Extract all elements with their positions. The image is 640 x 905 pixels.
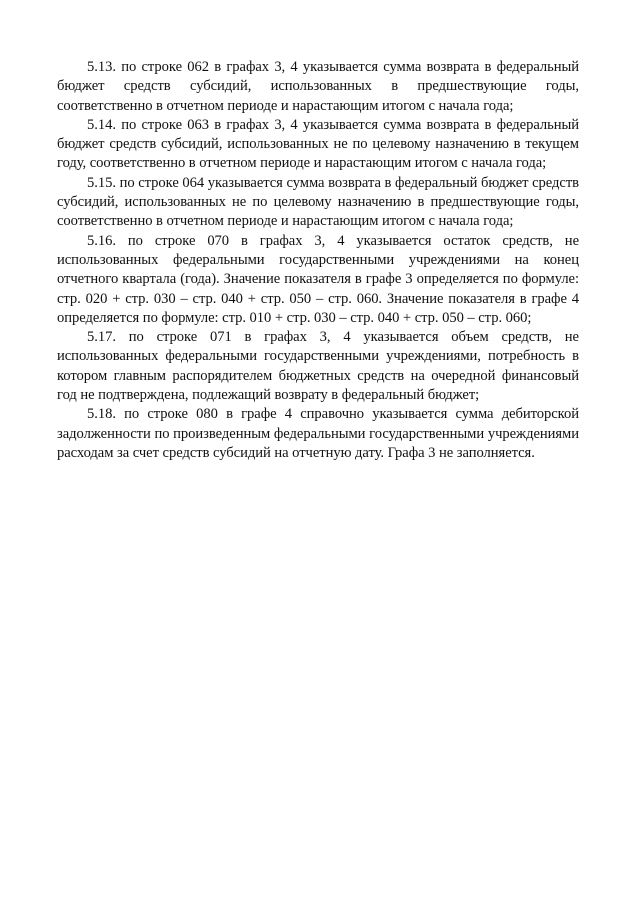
paragraph-5-18: 5.18. по строке 080 в графе 4 справочно указывается сумма дебиторской задолженности по произведенным федеральными государственными учреждениями расходам за счет средств субсидий на отчетную дату. Графа 3 не заполняется. [57, 406, 579, 461]
paragraph-5-15: 5.15. по строке 064 указывается сумма возврата в федеральный бюджет средств субсидий, использованных не по целевому назначению в предшествующие годы, соответственно в отчетном периоде и нарастающим итогом с начала года; [57, 174, 579, 230]
paragraph-5-16: 5.16. по строке 070 в графах 3, 4 указывается остаток средств, не использованных федеральными государственными учреждениями на конец отчетного квартала (года). Значение показателя в графе 3 определяется по формуле: стр. 020 + стр. 030 – стр. 040 + стр. 050 – стр. 060. Значение показателя в графе 4 определяется по формуле: стр. 010 + стр. 030 – стр. 040 + стр. 050 – стр. 060; [57, 232, 579, 326]
document-body [57, 58, 579, 463]
paragraph-5-13: 5.13. по строке 062 в графах 3, 4 указывается сумма возврата в федеральный бюджет средств субсидий, использованных в предшествующие годы, соответственно в отчетном периоде и нарастающим итогом с начала года; [57, 59, 579, 114]
paragraph-5-17: 5.17. по строке 071 в графах 3, 4 указывается объем средств, не использованных федеральными государственными учреждениями, потребность в котором главным распорядителем бюджетных средств на очередной финансовый год не подтверждена, подлежащий возврату в федеральный бюджет; [57, 329, 579, 404]
paragraph-5-14: 5.14. по строке 063 в графах 3, 4 указывается сумма возврата в федеральный бюджет средств субсидий, использованных не по целевому назначению в текущем году, соответственно в отчетном периоде и нарастающим итогом с начала года; [57, 116, 579, 172]
